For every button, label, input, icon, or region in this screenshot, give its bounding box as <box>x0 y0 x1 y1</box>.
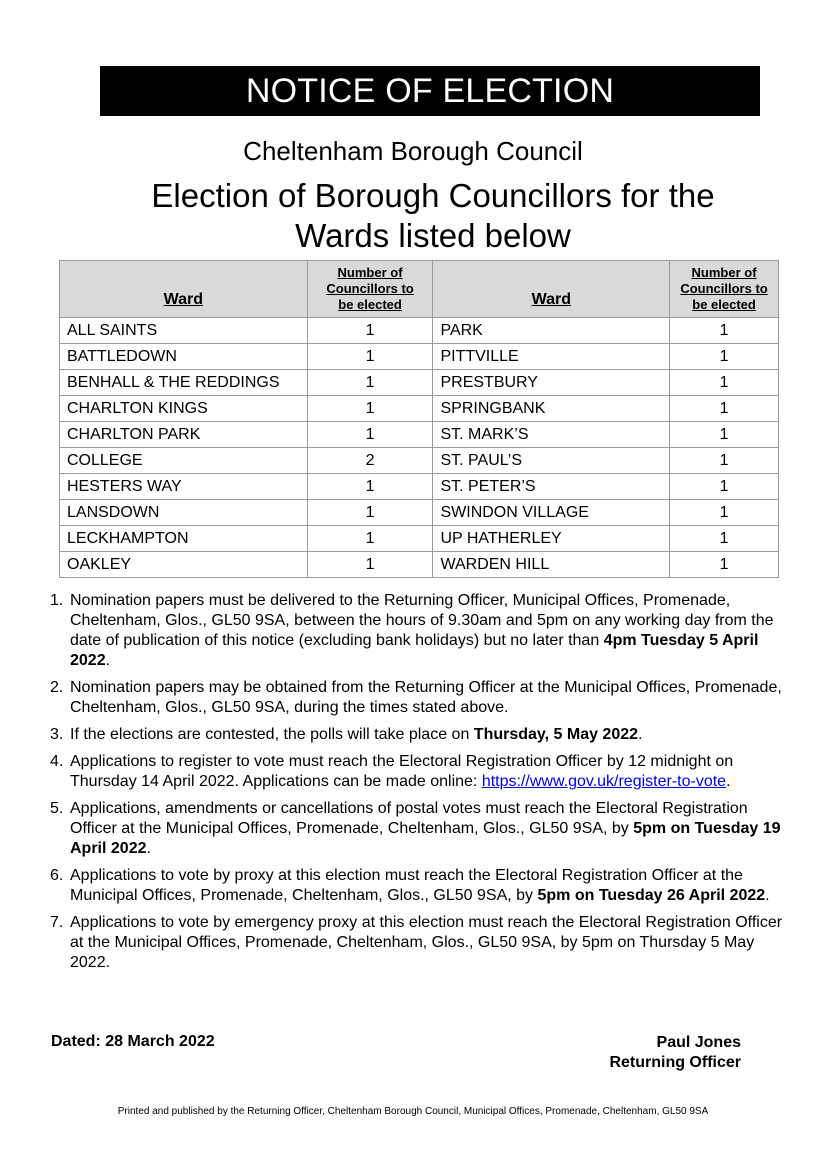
councillors-header-line3: be elected <box>338 297 402 312</box>
councillors-header-line2: Councillors to <box>680 281 768 296</box>
ward-cell: HESTERS WAY <box>60 474 308 500</box>
note-item <box>48 678 786 718</box>
table-row <box>60 318 779 344</box>
councillors-header <box>307 261 433 318</box>
note-item <box>48 913 786 973</box>
note-text: Applications to vote by emergency proxy at this election must reach the Electoral Registration Officer at the Municipal Offices, Promenade, Cheltenham, Glos., GL50 9SA, by 5pm on Thursday 5 May 2022. <box>70 914 783 971</box>
councillors-cell: 1 <box>670 422 779 448</box>
note-item <box>48 591 786 671</box>
ward-header: Ward <box>433 261 670 318</box>
councillors-cell: 2 <box>307 448 433 474</box>
table-row <box>60 422 779 448</box>
note-text: If the elections are contested, the polls will take place on <box>70 726 474 743</box>
ward-cell: PITTVILLE <box>433 344 670 370</box>
councillors-cell: 1 <box>307 552 433 578</box>
councillors-header-line1: Number of <box>691 265 757 280</box>
signature-block <box>609 1033 741 1073</box>
ward-cell: PRESTBURY <box>433 370 670 396</box>
note-tail: . <box>146 840 151 857</box>
note-item <box>48 752 786 792</box>
register-to-vote-link[interactable]: https://www.gov.uk/register-to-vote <box>481 773 727 790</box>
note-bold: 5pm on Tuesday 26 April 2022 <box>537 887 766 904</box>
election-title <box>80 176 786 256</box>
ward-cell: ST. MARK’S <box>433 422 670 448</box>
councillors-cell: 1 <box>307 500 433 526</box>
ward-cell: UP HATHERLEY <box>433 526 670 552</box>
note-number: 6. <box>50 867 64 884</box>
signatory-name: Paul Jones <box>656 1034 741 1051</box>
ward-cell: CHARLTON KINGS <box>60 396 308 422</box>
table-row <box>60 396 779 422</box>
councillors-cell: 1 <box>670 526 779 552</box>
ward-cell: COLLEGE <box>60 448 308 474</box>
note-bold: Thursday, 5 May 2022 <box>473 726 639 743</box>
ward-cell: BATTLEDOWN <box>60 344 308 370</box>
councillors-cell: 1 <box>670 318 779 344</box>
councillors-cell: 1 <box>307 396 433 422</box>
note-text: Applications, amendments or cancellations of postal votes must reach the Electoral Registration Officer at the Municipal Offices, Promenade, Cheltenham, Glos., GL50 9SA, by <box>70 800 748 837</box>
note-bold: 4pm Tuesday 5 April 2022 <box>70 632 759 669</box>
councillors-cell: 1 <box>670 474 779 500</box>
note-tail: . <box>765 887 770 904</box>
table-row <box>60 370 779 396</box>
councillors-header-line1: Number of <box>337 265 403 280</box>
table-row <box>60 474 779 500</box>
note-number: 3. <box>50 726 64 743</box>
ward-cell: SWINDON VILLAGE <box>433 500 670 526</box>
note-item <box>48 866 786 906</box>
ward-cell: LANSDOWN <box>60 500 308 526</box>
ward-header: Ward <box>60 261 308 318</box>
council-name: Cheltenham Borough Council <box>243 136 583 166</box>
note-number: 5. <box>50 800 64 817</box>
councillors-cell: 1 <box>670 552 779 578</box>
table-row <box>60 500 779 526</box>
councillors-cell: 1 <box>670 370 779 396</box>
councillors-header-line3: be elected <box>692 297 756 312</box>
note-tail: . <box>726 773 731 790</box>
ward-cell: BENHALL & THE REDDINGS <box>60 370 308 396</box>
note-number: 2. <box>50 679 64 696</box>
ward-cell: CHARLTON PARK <box>60 422 308 448</box>
note-text: Applications to register to vote must reach the Electoral Registration Officer by 12 midnight on Thursday 14 April 2022. Applications can be made online: <box>70 753 734 790</box>
table-row <box>60 552 779 578</box>
councillors-header <box>670 261 779 318</box>
note-number: 7. <box>50 914 64 931</box>
ward-cell: OAKLEY <box>60 552 308 578</box>
councillors-cell: 1 <box>670 448 779 474</box>
ward-cell: PARK <box>433 318 670 344</box>
councillors-cell: 1 <box>307 344 433 370</box>
table-row <box>60 344 779 370</box>
table-row <box>60 526 779 552</box>
dated-line: Dated: 28 March 2022 <box>51 1033 215 1050</box>
note-item <box>48 799 786 859</box>
councillors-cell: 1 <box>307 474 433 500</box>
table-header-row <box>60 261 779 318</box>
signatory-title: Returning Officer <box>609 1054 741 1071</box>
councillors-header-line2: Councillors to <box>326 281 414 296</box>
note-number: 1. <box>50 592 64 609</box>
ward-cell: SPRINGBANK <box>433 396 670 422</box>
councillors-cell: 1 <box>307 370 433 396</box>
councillors-cell: 1 <box>307 422 433 448</box>
councillors-cell: 1 <box>670 344 779 370</box>
councillors-cell: 1 <box>670 500 779 526</box>
title-line-1: Election of Borough Councillors for the <box>151 177 715 214</box>
ward-cell: ST. PAUL’S <box>433 448 670 474</box>
title-line-2: Wards listed below <box>295 217 571 254</box>
table-row <box>60 448 779 474</box>
councillors-cell: 1 <box>307 318 433 344</box>
note-text: Nomination papers must be delivered to the Returning Officer, Municipal Offices, Promenade, Cheltenham, Glos., GL50 9SA, between the hours of 9.30am and 5pm on any working day from the date of publication of this notice (excluding bank holidays) but no later than <box>70 592 774 649</box>
councillors-cell: 1 <box>670 396 779 422</box>
imprint-footer: Printed and published by the Returning Officer, Cheltenham Borough Council, Municipal Offices, Promenade, Cheltenham, GL50 9SA <box>117 1106 709 1117</box>
note-text: Nomination papers may be obtained from the Returning Officer at the Municipal Offices, Promenade, Cheltenham, Glos., GL50 9SA, during the times stated above. <box>70 679 782 716</box>
wards-table <box>59 260 779 578</box>
ward-cell: LECKHAMPTON <box>60 526 308 552</box>
note-bold: 5pm on Tuesday 19 April 2022 <box>70 820 781 857</box>
note-tail: . <box>638 726 643 743</box>
ward-cell: WARDEN HILL <box>433 552 670 578</box>
notice-banner: NOTICE OF ELECTION <box>100 66 760 116</box>
ward-cell: ST. PETER’S <box>433 474 670 500</box>
notes-list <box>48 591 786 980</box>
note-item <box>48 725 786 745</box>
note-number: 4. <box>50 753 64 770</box>
note-text: Applications to vote by proxy at this election must reach the Electoral Registration Officer at the Municipal Offices, Promenade, Cheltenham, Glos., GL50 9SA, by <box>70 867 743 904</box>
note-tail: . <box>105 652 111 669</box>
ward-cell: ALL SAINTS <box>60 318 308 344</box>
councillors-cell: 1 <box>307 526 433 552</box>
